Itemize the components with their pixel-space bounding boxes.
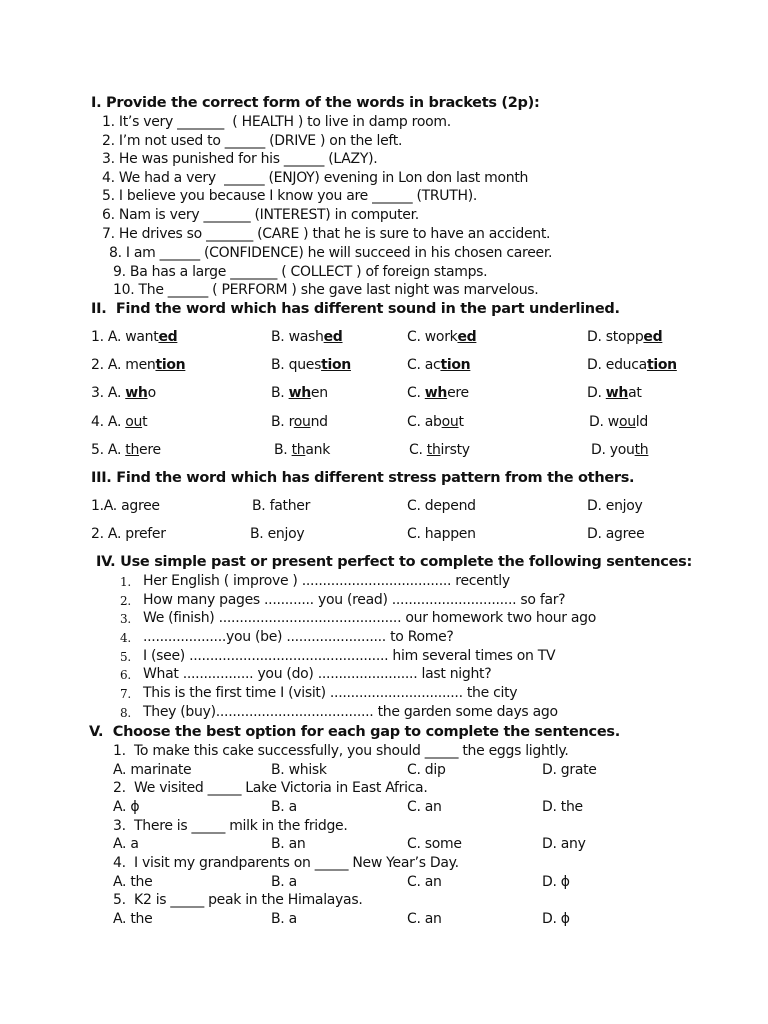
s1-item-9: 9. Ba has a large _______ ( COLLECT ) of foreign stamps. (113, 264, 488, 280)
s3-option: 1.A. agree (91, 498, 160, 514)
s2-option: C. worked (407, 329, 477, 345)
s4-item-text: How many pages ............ you (read) .............................. so far? (143, 592, 566, 608)
section-2-heading: II. Find the word which has different sound in the part underlined. (91, 301, 620, 317)
s2-option: B. washed (271, 329, 343, 345)
s3-option: B. father (252, 498, 311, 514)
s4-item-number: 8. (120, 706, 131, 720)
s1-item-10: 10. The ______ ( PERFORM ) she gave last night was marvelous. (113, 282, 539, 298)
s3-option: C. happen (407, 526, 476, 542)
s4-item-number: 1. (120, 575, 131, 589)
s5-option: B. a (271, 911, 297, 927)
s5-option: A. marinate (113, 762, 192, 778)
s2-option: C. where (407, 385, 469, 401)
s2-option: C. about (407, 414, 464, 430)
s5-option: B. a (271, 799, 297, 815)
s3-option: D. enjoy (587, 498, 643, 514)
s2-option: 1. A. wanted (91, 329, 178, 345)
s3-option: 2. A. prefer (91, 526, 166, 542)
s2-option: B. when (271, 385, 328, 401)
s2-option: D. what (587, 385, 642, 401)
s5-option: C. some (407, 836, 462, 852)
s2-option: B. question (271, 357, 351, 373)
s5-option: C. an (407, 911, 442, 927)
s2-option: D. would (589, 414, 648, 430)
s2-option: 2. A. mention (91, 357, 186, 373)
s5-question: 4. I visit my grandparents on _____ New Year’s Day. (113, 855, 459, 871)
s1-item-6: 6. Nam is very _______ (INTEREST) in computer. (102, 207, 419, 223)
s3-option: D. agree (587, 526, 645, 542)
section-5-heading: V. Choose the best option for each gap to complete the sentences. (89, 724, 620, 740)
s5-option: C. dip (407, 762, 446, 778)
s2-option: D. youth (591, 442, 649, 458)
s4-item-number: 7. (120, 687, 131, 701)
s1-item-5: 5. I believe you because I know you are ______ (TRUTH). (102, 188, 478, 204)
section-3-heading: III. Find the word which has different stress pattern from the others. (91, 470, 635, 486)
s4-item-text: Her English ( improve ) .................................... recently (143, 573, 510, 589)
s1-item-2: 2. I’m not used to ______ (DRIVE ) on the left. (102, 133, 403, 149)
s3-option: B. enjoy (250, 526, 305, 542)
s5-question: 3. There is _____ milk in the fridge. (113, 818, 348, 834)
s4-item-number: 3. (120, 612, 131, 626)
s2-option: C. thirsty (409, 442, 470, 458)
s2-option: 3. A. who (91, 385, 156, 401)
s4-item-text: ....................you (be) ........................ to Rome? (143, 629, 454, 645)
s3-option: C. depend (407, 498, 476, 514)
s5-option: B. an (271, 836, 306, 852)
s4-item-text: We (finish) ............................................ our homework two hour ago (143, 610, 597, 626)
s5-option: A. a (113, 836, 139, 852)
s5-option: D. any (542, 836, 586, 852)
s5-option: A. the (113, 911, 153, 927)
s5-option: A. the (113, 874, 153, 890)
s5-option: C. an (407, 874, 442, 890)
s5-option: D. grate (542, 762, 597, 778)
s4-item-text: They (buy)...................................... the garden some days ago (143, 704, 558, 720)
s2-option: D. education (587, 357, 677, 373)
s5-option: A. ϕ (113, 799, 140, 815)
s1-item-3: 3. He was punished for his ______ (LAZY). (102, 151, 378, 167)
section-1-heading: I. Provide the correct form of the words in brackets (2p): (91, 95, 540, 111)
s1-item-1: 1. It’s very _______ ( HEALTH ) to live in damp room. (102, 114, 451, 130)
s4-item-number: 6. (120, 668, 131, 682)
s5-option: D. ϕ (542, 874, 570, 890)
s5-option: D. ϕ (542, 911, 570, 927)
section-4-heading: IV. Use simple past or present perfect to complete the following sentences: (96, 554, 692, 570)
s5-question: 2. We visited _____ Lake Victoria in East Africa. (113, 780, 428, 796)
s2-option: 5. A. there (91, 442, 161, 458)
s1-item-4: 4. We had a very ______ (ENJOY) evening in Lon don last month (102, 170, 529, 186)
s2-option: D. stopped (587, 329, 663, 345)
s4-item-text: What ................. you (do) ........................ last night? (143, 666, 492, 682)
s5-question: 5. K2 is _____ peak in the Himalayas. (113, 892, 363, 908)
s4-item-number: 4. (120, 631, 131, 645)
s1-item-7: 7. He drives so _______ (CARE ) that he is sure to have an accident. (102, 226, 551, 242)
s2-option: B. thank (274, 442, 331, 458)
s5-option: C. an (407, 799, 442, 815)
s5-option: B. whisk (271, 762, 327, 778)
s4-item-number: 2. (120, 594, 131, 608)
s5-option: D. the (542, 799, 583, 815)
s2-option: C. action (407, 357, 471, 373)
s1-item-8: 8. I am ______ (CONFIDENCE) he will succeed in his chosen career. (109, 245, 553, 261)
s5-question: 1. To make this cake successfully, you should _____ the eggs lightly. (113, 743, 569, 759)
s5-option: B. a (271, 874, 297, 890)
s4-item-text: I (see) ................................................ him several times on TV (143, 648, 556, 664)
s4-item-number: 5. (120, 650, 131, 664)
s2-option: 4. A. out (91, 414, 148, 430)
s2-option: B. round (271, 414, 328, 430)
s4-item-text: This is the first time I (visit) ................................ the city (143, 685, 518, 701)
